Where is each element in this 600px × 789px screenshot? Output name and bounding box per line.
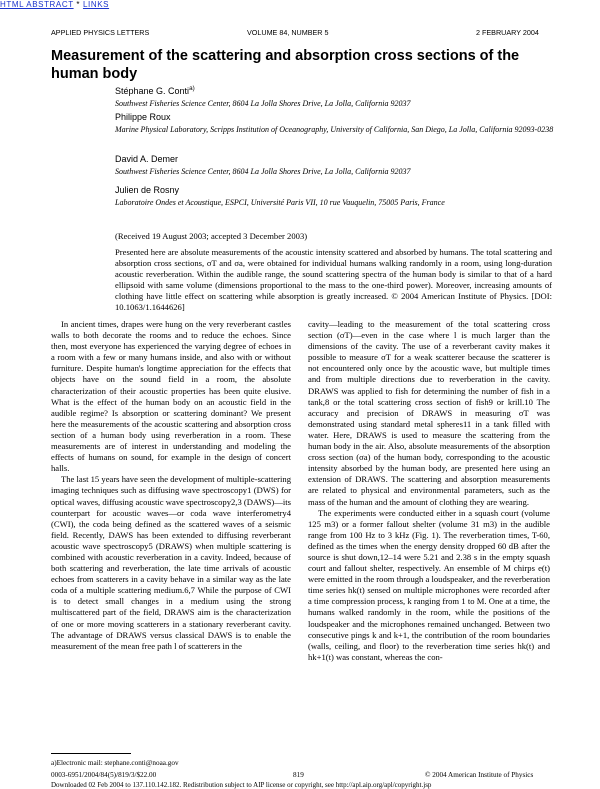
author-name: David A. Demer (115, 154, 179, 164)
received-dates: (Received 19 August 2003; accepted 3 December 2003) (115, 231, 308, 241)
page-number: 819 (293, 771, 304, 779)
body-paragraph: The last 15 years have seen the development of multiple-scattering imaging techniques such as diffusing wave spectroscopy1 (DWS) for optical waves, diffusing acoustic wave spectroscopy2,3 (DAWS)—its counterpart for acoustic waves—or coda wave interferometry4 (CWI), the coda being defined as the scattered waves of a seismic field. Recently, DAWS has been extended to diffusing reverberant acoustic wave spectroscopy5 (DRAWS) when multiple scattering is combined with acoustic reverberation in a cavity. Indeed, because of both scattering and reverberation, the late time arrivals of acoustic echoes from scatterers in a cavity behave in a similar way as the late coda of a multiple scattering medium.6,7 While the purpose of CWI is to detect small changes in a medium using the strong multiscattered part of the field, DRAWS aim is the characterization of one or more moving scatterers in a stationary reverberant cavity. The advantage of DRAWS versus classical DAWS is to enable the measurement of the mean free path l of scatterers in the (51, 474, 291, 651)
top-links-bar (0, 0, 109, 9)
left-column (51, 319, 291, 652)
paper-title: Measurement of the scattering and absorption cross sections of the human body (51, 48, 520, 82)
link-separator: * (73, 0, 83, 9)
links-link[interactable]: LINKS (82, 0, 110, 9)
footnote: a)Electronic mail: stephane.conti@noaa.gov (51, 759, 179, 767)
body-paragraph: In ancient times, drapes were hung on the very reverberant castles walls to both decorate the rooms and to reduce the echoes. Since then, most everyone has experienced the varying degree of echoes in a room with a few or many humans inside, and also with or without furniture. Despite human's longtime appreciation for the effects that objects have on the sound field in a room, the absolute characterization of their acoustic properties has been quite elusive. What is the effect of the human body on an acoustic field in the audible regime? Is absorption or scattering dominant? We present here the measurements of the acoustic scattering and absorption cross section of a human body using reverberation in a room. These measurements are of interest in understanding and modeling the effects of humans on sound, for example in the design of concert halls. (51, 319, 291, 474)
abstract-text: Presented here are absolute measurements of the acoustic intensity scattered and absorbed by humans. The total scattering and absorption cross sections, σT and σa, were obtained for individual humans walking randomly in a room, using long-duration acoustic reverberation. Within the audible range, the sound scattering spectra of the human body is similar to that of a hard ellipsoid with same volume (dimensions proportional to the mass to the one-third power). Moreover, increasing amounts of clothing have little effect on scattering while absorption is greatly increased. © 2004 American Institute of Physics. [DOI: 10.1063/1.1644626] (115, 247, 552, 313)
footnote-divider (51, 753, 131, 754)
author-name: Philippe Roux (115, 112, 171, 122)
body-paragraph: cavity—leading to the measurement of the total scattering cross section (σT)—even in the case where l is much larger than the dimensions of the cavity. The use of a reverberant cavity makes it possible to measure σT for a weak scatterer because the scatterer is not encountered only once by the acoustic wave, but multiple times and from multiple directions due to reverberation in the cavity. DRAWS was applied to fish for determining the number of fish in a tank,8 or the total scattering cross section of fish9 or krill.10 The accuracy and precision of DRAWS in measuring σT was demonstrated using standard metal spheres11 in a tank filled with water. Here, DRAWS is used to measure the scattering from the human body in the air. Also, absolute measurements of the absorption cross section (σa) of the human body, corresponding to the acoustic intensity absorbed by the human body, are presented here using an extension of DRAWS. The scattering and absorption measurements are related to physical and environmental parameters, such as the mass of the human and the amount of clothing they are wearing. (308, 319, 550, 507)
volume-number: VOLUME 84, NUMBER 5 (247, 28, 329, 37)
author-affiliation: Southwest Fisheries Science Center, 8604 La Jolla Shores Drive, La Jolla, California 92037 (115, 167, 411, 176)
right-column (308, 319, 550, 663)
author-name: Stéphane G. Conti$^{a)}$ (115, 85, 195, 96)
body-paragraph: The experiments were conducted either in a squash court (volume 125 m3) or a former fallout shelter (volume 31 m3) in the audible range from 100 Hz to 3 kHz (Fig. 1). The reverberation times, T-60, defined as the times when the energy density dropped 60 dB after the source is shut down,12–14 were 5.21 and 2.38 s in the empty squash court and fallout shelter, respectively. An ensemble of M chirps e(t) were emitted in the room through a loudspeaker, and the reverberation time series hk(t) sensed on multiple microphones were recorded after a time compression process, k ranging from 1 to M. One at a time, the humans walked randomly in the room, while the positions of the loudspeaker and the microphones remained unchanged. Between two consecutive pings k and k+1, the contribution of the room boundaries (walls, ceiling, and floor) to the reverberation time series hk(t) and hk+1(t) was constant, whereas the con- (308, 507, 550, 662)
journal-name: APPLIED PHYSICS LETTERS (51, 28, 150, 37)
author-affiliation: Marine Physical Laboratory, Scripps Institution of Oceanography, University of California, San Diego, La Jolla, California 92093-0238 (115, 125, 554, 134)
copyright: © 2004 American Institute of Physics (425, 771, 534, 779)
author-name: Julien de Rosny (115, 185, 180, 195)
author-affiliation: Southwest Fisheries Science Center, 8604 La Jolla Shores Drive, La Jolla, California 92037 (115, 99, 411, 108)
download-notice: Downloaded 02 Feb 2004 to 137.110.142.182. Redistribution subject to AIP license or copyright, see http://apl.aip.org/apl/copyright.jsp (51, 781, 432, 789)
author-footnote-mark: a) (189, 85, 195, 92)
author-affiliation: Laboratoire Ondes et Acoustique, ESPCI, Université Paris VII, 10 rue Vauquelin, 75005 Paris, France (115, 198, 445, 207)
html-abstract-link[interactable]: HTML ABSTRACT (0, 0, 74, 9)
issue-date: 2 FEBRUARY 2004 (476, 28, 539, 37)
article-code: 0003-6951/2004/84(5)/819/3/$22.00 (51, 771, 157, 779)
